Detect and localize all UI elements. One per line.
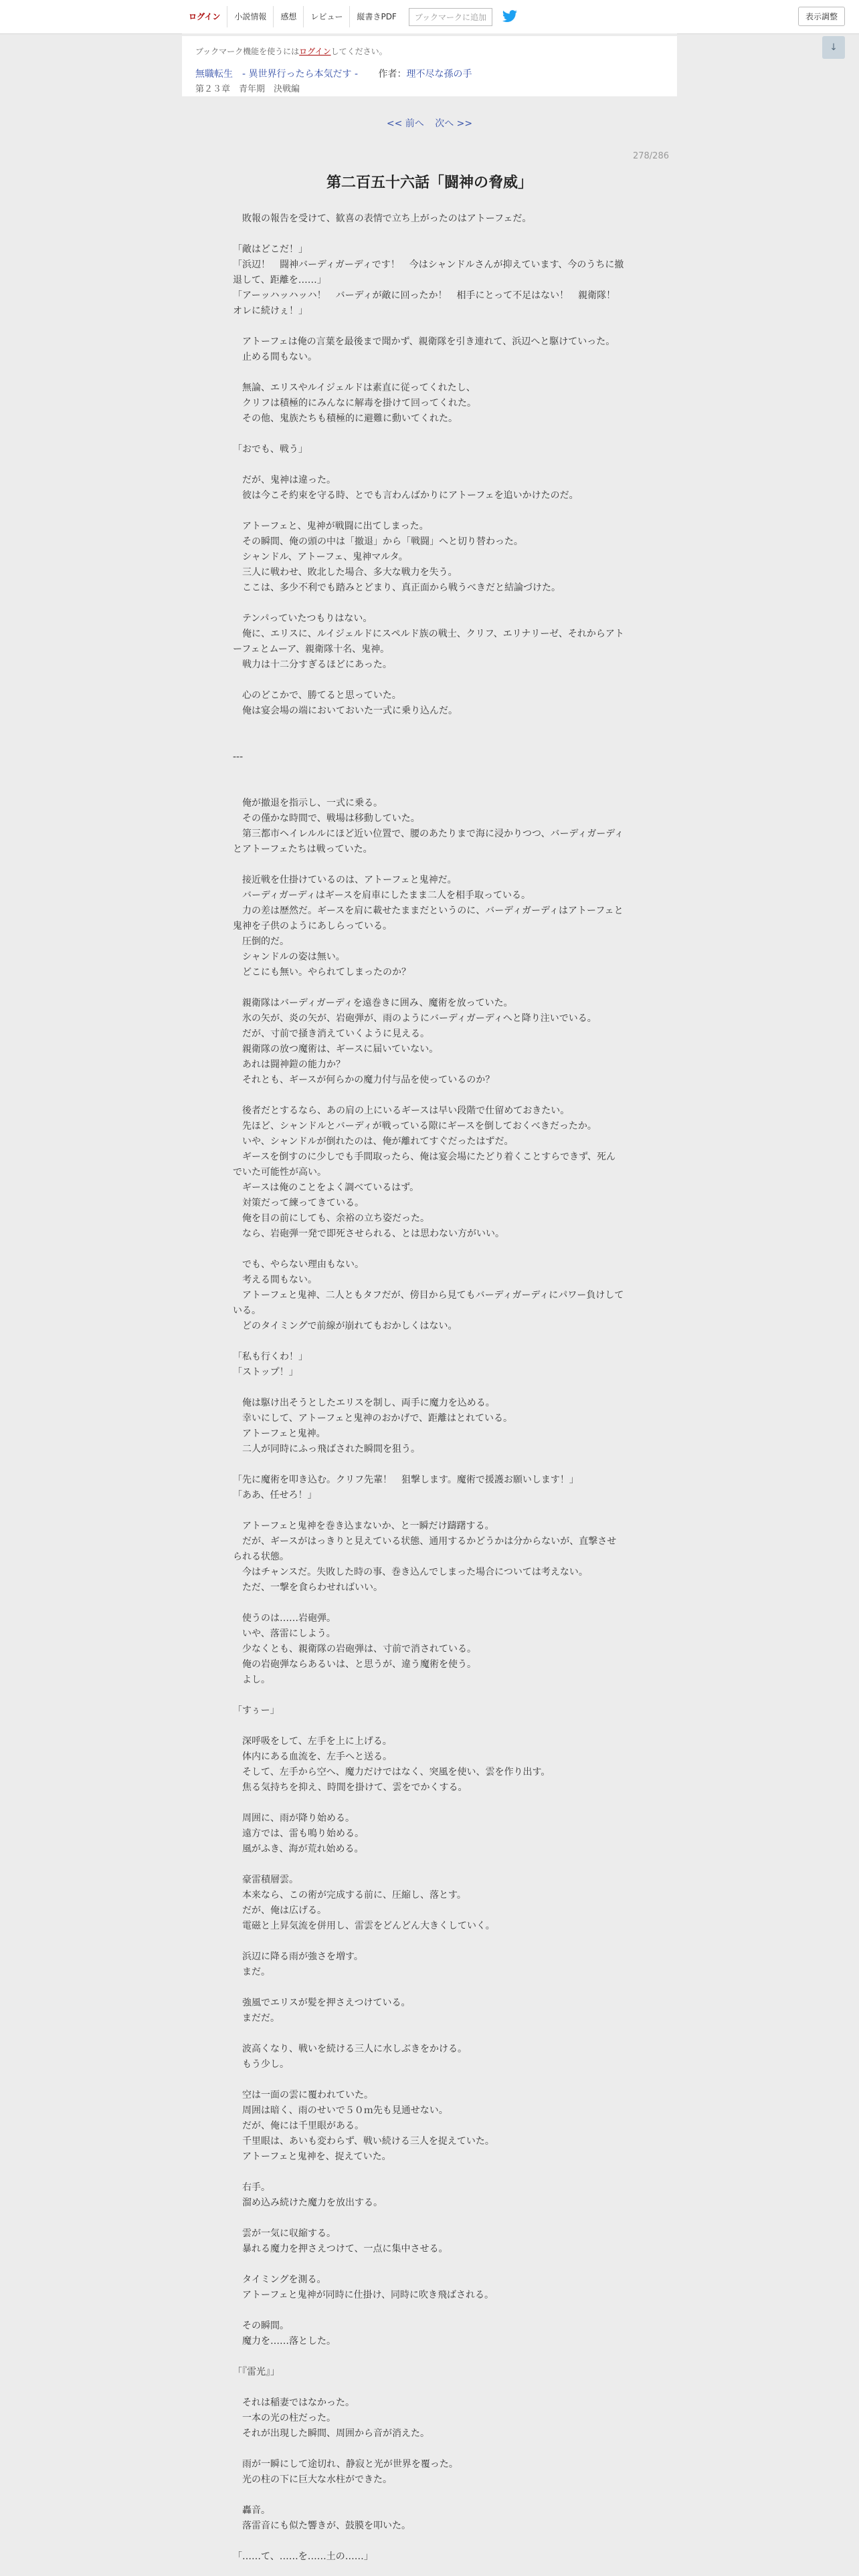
paragraph: 浜辺に降る雨が強さを増す。 — [233, 1951, 363, 1962]
paragraph: アトーフェと鬼神を巻き込まないか、と一瞬だけ躊躇する。 — [233, 1521, 494, 1531]
paragraph: バーディガーディはギースを肩車にしたまま二人を相手取っている。 — [233, 890, 531, 901]
paragraph: 体内にある血流を、左手へと送る。 — [233, 1751, 392, 1762]
paragraph: 右手。 — [233, 2182, 270, 2193]
paragraph: 魔力を……落とした。 — [233, 2336, 336, 2347]
blank-line — [233, 1088, 625, 1103]
paragraph: そして、左手から空へ、魔力だけではなく、突風を使い、雲を作り出す。 — [233, 1767, 551, 1778]
paragraph: 三人に戦わせ、敗北した場合、多大な戦力を失う。 — [233, 567, 458, 578]
blank-line — [233, 2349, 625, 2365]
login-link[interactable]: ログイン — [189, 12, 221, 21]
paragraph: まだだ。 — [233, 2013, 280, 2024]
blank-line — [233, 1934, 625, 1949]
novel-title-link[interactable]: 無職転生 - 異世界行ったら本気だす - — [195, 69, 359, 80]
paragraph: あれは闘神鎧の能力か？ — [233, 1059, 345, 1070]
paragraph: ただ、一撃を食らわせればいい。 — [233, 1582, 383, 1593]
paragraph: 風がふき、海が荒れ始める。 — [233, 1844, 364, 1854]
blank-line — [233, 319, 625, 334]
next-chapter-link[interactable]: 次へ >> — [435, 118, 473, 129]
blank-line — [233, 1457, 625, 1473]
paragraph: だが、寸前で掻き消えていくように見える。 — [233, 1029, 430, 1039]
paragraph: 本来なら、この術が完成する前に、圧縮し、落とす。 — [233, 1890, 466, 1901]
paragraph: 電磁と上昇気流を併用し、雷雲をどんどん大きくしていく。 — [233, 1921, 495, 1931]
paragraph: その瞬間。 — [233, 2321, 289, 2331]
paragraph: どこにも無い。やられてしまったのか？ — [233, 967, 411, 978]
prev-chapter-link[interactable]: << 前へ — [386, 118, 424, 129]
blank-line — [233, 427, 625, 442]
notice-login-link[interactable]: ログイン — [299, 47, 331, 56]
paragraph: 「……て、……を……土の……」 — [233, 2551, 373, 2562]
paragraph: 「浜辺！ 闘神バーディガーディです！ 今はシャンドルさんが抑えています、今のうちに撤退して、距離を……」 — [233, 259, 624, 286]
paragraph: 「アーッハッハッハ！ バーディが敵に回ったか！ 相手にとって不足はない！ 親衛隊！ オレに続けぇ！」 — [233, 290, 626, 316]
paragraph: アトーフェは俺の言葉を最後まで聞かず、親衛隊を引き連れて、浜辺へと駆けていった。 — [233, 336, 615, 347]
paragraph: その他、鬼族たちも積極的に避難に動いてくれた。 — [233, 413, 458, 424]
blank-line — [233, 734, 625, 750]
novel-info-box — [182, 36, 677, 96]
chapter-title: 第二百五十六話「闘神の脅威」 — [326, 175, 533, 191]
review-link[interactable]: レビュー — [303, 6, 349, 27]
paragraph: 雲が一気に収縮する。 — [233, 2228, 336, 2239]
paragraph: 光の柱の下に巨大な水柱ができた。 — [233, 2474, 392, 2485]
paragraph: 氷の矢が、炎の矢が、岩砲弾が、雨のようにバーディガーディへと降り注いでいる。 — [233, 1013, 597, 1024]
paragraph: 親衛隊はバーディガーディを遠巻きに囲み、魔術を放っていた。 — [233, 998, 513, 1008]
blank-line — [233, 596, 625, 611]
blank-line — [233, 1334, 625, 1350]
paragraph: 轟音。 — [233, 2505, 270, 2516]
paragraph: 幸いにして、アトーフェと鬼神のおかげで、距離はとれている。 — [233, 1413, 513, 1424]
blank-line — [233, 857, 625, 873]
blank-line — [233, 2303, 625, 2319]
paragraph: クリフは積極的にみんなに解毒を掛けて回ってくれた。 — [233, 398, 476, 409]
paragraph: 周囲に、雨が降り始める。 — [233, 1813, 355, 1824]
paragraph: いや、シャンドルが倒れたのは、俺が離れてすぐだったはずだ。 — [233, 1136, 514, 1147]
blank-line — [233, 1857, 625, 1872]
paragraph: それは稲妻ではなかった。 — [233, 2397, 355, 2408]
paragraph: いや、落雷にしよう。 — [233, 1628, 336, 1639]
blank-line — [233, 2442, 625, 2457]
blank-line — [233, 2026, 625, 2042]
paragraph: 豪雷積層雲。 — [233, 1874, 298, 1885]
paragraph: シャンドル、アトーフェ、鬼神マルタ。 — [233, 552, 408, 562]
section-title: 第２３章 青年期 決戦編 — [195, 84, 300, 94]
display-settings-button[interactable]: 表示調整 — [798, 7, 845, 26]
chapter-body — [233, 211, 625, 2565]
paragraph: 接近戦を仕掛けているのは、アトーフェと鬼神だ。 — [233, 875, 457, 885]
paragraph: 俺の岩砲弾ならあるいは、と思うが、違う魔術を使う。 — [233, 1659, 476, 1670]
paragraph: 暴れる魔力を押さえつけて、一点に集中させる。 — [233, 2244, 448, 2254]
paragraph: その僅かな時間で、戦場は移動していた。 — [233, 813, 420, 824]
paragraph: テンパっていたつもりはない。 — [233, 613, 373, 624]
paragraph: アトーフェと、鬼神が戦闘に出てしまった。 — [233, 521, 429, 532]
blank-line — [233, 2211, 625, 2226]
paragraph: --- — [233, 752, 244, 762]
blank-line — [233, 457, 625, 473]
paragraph: よし。 — [233, 1675, 270, 1685]
paragraph: タイミングを測る。 — [233, 2274, 326, 2285]
paragraph: 後者だとするなら、あの肩の上にいるギースは早い段階で仕留めておきたい。 — [233, 1105, 570, 1116]
blank-line — [233, 2380, 625, 2395]
paragraph: 彼は今こそ約束を守る時、とでも言わんばかりにアトーフェを追いかけたのだ。 — [233, 490, 579, 501]
paragraph: 敗報の報告を受けて、歓喜の表情で立ち上がったのはアトーフェだ。 — [233, 213, 532, 224]
blank-line — [233, 1688, 625, 1703]
blank-line — [233, 2165, 625, 2180]
paragraph: それが出現した瞬間、周囲から音が消えた。 — [233, 2428, 430, 2439]
novel-nav — [182, 6, 519, 27]
paragraph: 戦力は十二分すぎるほどにあった。 — [233, 659, 392, 670]
paragraph: 「先に魔術を叩き込む。クリフ先輩！ 狙撃します。魔術で援護お願いします！」 — [233, 1475, 579, 1485]
paragraph: 「『雷光』」 — [233, 2367, 280, 2377]
paragraph: 「私も行くわ！」 — [233, 1352, 308, 1362]
paragraph: ギースを倒すのに少しでも手間取ったら、俺は宴会場にたどり着くことすらできず、死んでいた可能性が高い。 — [233, 1152, 616, 1178]
blank-line — [233, 504, 625, 519]
paragraph: 使うのは……岩砲弾。 — [233, 1613, 336, 1624]
blank-line — [233, 1380, 625, 1396]
paragraph: アトーフェと鬼神を、捉えていた。 — [233, 2151, 391, 2162]
blank-line — [233, 673, 625, 688]
paragraph: 「ああ、任せろ！」 — [233, 1490, 317, 1501]
paragraph: 俺に、エリスに、ルイジェルドにスペルド族の戦士、クリフ、エリナリーゼ、それからアトーフェとムーア、親衛隊十名、鬼神。 — [233, 629, 624, 655]
page-count: 278/286 — [632, 151, 669, 161]
paragraph: 遠方では、雷も鳴り始める。 — [233, 1828, 364, 1839]
login-notice: ブックマーク機能を使うにはログインしてください。 — [195, 47, 387, 56]
paragraph: シャンドルの姿は無い。 — [233, 952, 345, 962]
paragraph: なら、岩砲弾一発で即死させられる、とは思わない方がいい。 — [233, 1228, 504, 1239]
paragraph: 「敵はどこだ！」 — [233, 244, 308, 255]
paragraph: どのタイミングで前線が崩れてもおかしくはない。 — [233, 1321, 458, 1331]
paragraph: 一本の光の柱だった。 — [233, 2413, 336, 2424]
paragraph: 二人が同時にふっ飛ばされた瞬間を狙う。 — [233, 1444, 420, 1455]
blank-line — [233, 2534, 625, 2549]
paragraph: 圧倒的だ。 — [233, 936, 289, 947]
paragraph: 「ストップ！」 — [233, 1367, 298, 1378]
paragraph: 心のどこかで、勝てると思っていた。 — [233, 690, 401, 701]
paragraph: だが、俺には千里眼がある。 — [233, 2121, 364, 2131]
twitter-icon[interactable] — [502, 9, 519, 24]
paragraph: だが、鬼神は違った。 — [233, 475, 336, 486]
blank-line — [233, 1503, 625, 1519]
blank-line — [233, 227, 625, 242]
vertical-pdf-link[interactable]: 縦書きPDF — [349, 6, 403, 27]
add-bookmark-button[interactable]: ブックマークに追加 — [409, 8, 492, 26]
paragraph: アトーフェと鬼神。 — [233, 1428, 326, 1439]
paragraph: だが、俺は広げる。 — [233, 1905, 326, 1916]
novel-title-row — [195, 67, 472, 80]
paragraph: 周囲は暗く、雨のせいで５０ｍ先も見通せない。 — [233, 2105, 448, 2116]
paragraph: 対策だって練ってきている。 — [233, 1198, 364, 1208]
blank-line — [233, 980, 625, 996]
blank-line — [233, 2257, 625, 2272]
paragraph: アトーフェと鬼神、二人ともタフだが、傍目から見てもバーディガーディにパワー負けしている。 — [233, 1290, 624, 1316]
scroll-down-button[interactable]: ↓ — [822, 36, 845, 59]
chapter-pager — [182, 116, 677, 130]
paragraph: ここは、多少不利でも踏みとどまり、真正面から戦うべきだと結論づけた。 — [233, 582, 561, 593]
paragraph: 強風でエリスが髪を押さえつけている。 — [233, 1998, 411, 2008]
paragraph: 千里眼は、あいも変わらず、戦い続ける三人を捉えていた。 — [233, 2136, 494, 2147]
paragraph: その瞬間、俺の頭の中は「撤退」から「戦闘」へと切り替わった。 — [233, 536, 523, 547]
paragraph: 少なくとも、親衛隊の岩砲弾は、寸前で消されている。 — [233, 1644, 476, 1654]
paragraph: 親衛隊の放つ魔術は、ギースに届いていない。 — [233, 1044, 439, 1055]
paragraph: 俺を目の前にしても、余裕の立ち姿だった。 — [233, 1213, 430, 1224]
blank-line — [233, 719, 625, 734]
paragraph: だが、ギースがはっきりと見えている状態、通用するかどうかは分からないが、直撃させられる状態。 — [233, 1536, 617, 1562]
paragraph: 「すぅー」 — [233, 1705, 280, 1716]
author-label: 作者： — [378, 69, 407, 80]
novel-info-link[interactable]: 小説情報 — [227, 6, 273, 27]
paragraph: 考える間もない。 — [233, 1275, 317, 1285]
blank-line — [233, 2072, 625, 2088]
paragraph: まだ。 — [233, 1967, 270, 1977]
paragraph: アトーフェと鬼神が同時に仕掛け、同時に吹き飛ばされる。 — [233, 2290, 494, 2300]
paragraph: 今はチャンスだ。失敗した時の事、巻き込んでしまった場合については考えない。 — [233, 1567, 588, 1578]
blank-line — [233, 2488, 625, 2503]
paragraph: 先ほど、シャンドルとバーディが戦っている隙にギースを倒しておくべきだったか。 — [233, 1121, 597, 1132]
paragraph: ギースは俺のことをよく調べているはず。 — [233, 1182, 419, 1193]
blank-line — [233, 780, 625, 796]
paragraph: 「おでも、戦う」 — [233, 444, 308, 455]
paragraph: 空は一面の雲に覆われていた。 — [233, 2090, 373, 2101]
blank-line — [233, 1719, 625, 1734]
paragraph: 俺は宴会場の端においておいた一式に乗り込んだ。 — [233, 706, 458, 716]
blank-line — [233, 1596, 625, 1611]
paragraph: それとも、ギースが何らかの魔力付与品を使っているのか？ — [233, 1075, 495, 1085]
blank-line — [233, 1796, 625, 1811]
paragraph: でも、やらない理由もない。 — [233, 1259, 364, 1270]
author-link[interactable]: 理不尽な孫の手 — [406, 69, 472, 80]
blank-line — [233, 365, 625, 381]
blank-line — [233, 1980, 625, 1996]
paragraph: 止める間もない。 — [233, 352, 317, 362]
paragraph: 溜め込み続けた魔力を放出する。 — [233, 2197, 383, 2208]
paragraph: もう少し。 — [233, 2059, 289, 2070]
paragraph: 波高くなり、戦いを続ける三人に水しぶきをかける。 — [233, 2044, 467, 2054]
paragraph: 力の差は歴然だ。ギースを肩に載せたままだというのに、バーディガーディはアトーフェと鬼神を子供のようにあしらっている。 — [233, 905, 624, 932]
paragraph: 無論、エリスやルイジェルドは素直に従ってくれたし、 — [233, 383, 476, 393]
paragraph: 第三都市ヘイレルルにほど近い位置で、腰のあたりまで海に浸かりつつ、バーディガーディとアトーフェたちは戦っていた。 — [233, 829, 624, 855]
blank-line — [233, 1242, 625, 1257]
paragraph: 俺は駆け出そうとしたエリスを制し、両手に魔力を込める。 — [233, 1398, 495, 1408]
top-navigation-bar — [0, 0, 859, 34]
paragraph: 俺が撤退を指示し、一式に乗る。 — [233, 798, 383, 809]
paragraph: 落雷音にも似た響きが、鼓膜を叩いた。 — [233, 2520, 411, 2531]
paragraph: 焦る気持ちを抑え、時間を掛けて、雲をでかくする。 — [233, 1782, 468, 1793]
paragraph: 雨が一瞬にして途切れ、静寂と光が世界を覆った。 — [233, 2459, 458, 2470]
main-column — [182, 33, 677, 2576]
impressions-link[interactable]: 感想 — [273, 6, 303, 27]
paragraph: 深呼吸をして、左手を上に上げる。 — [233, 1736, 392, 1747]
blank-line — [233, 765, 625, 780]
